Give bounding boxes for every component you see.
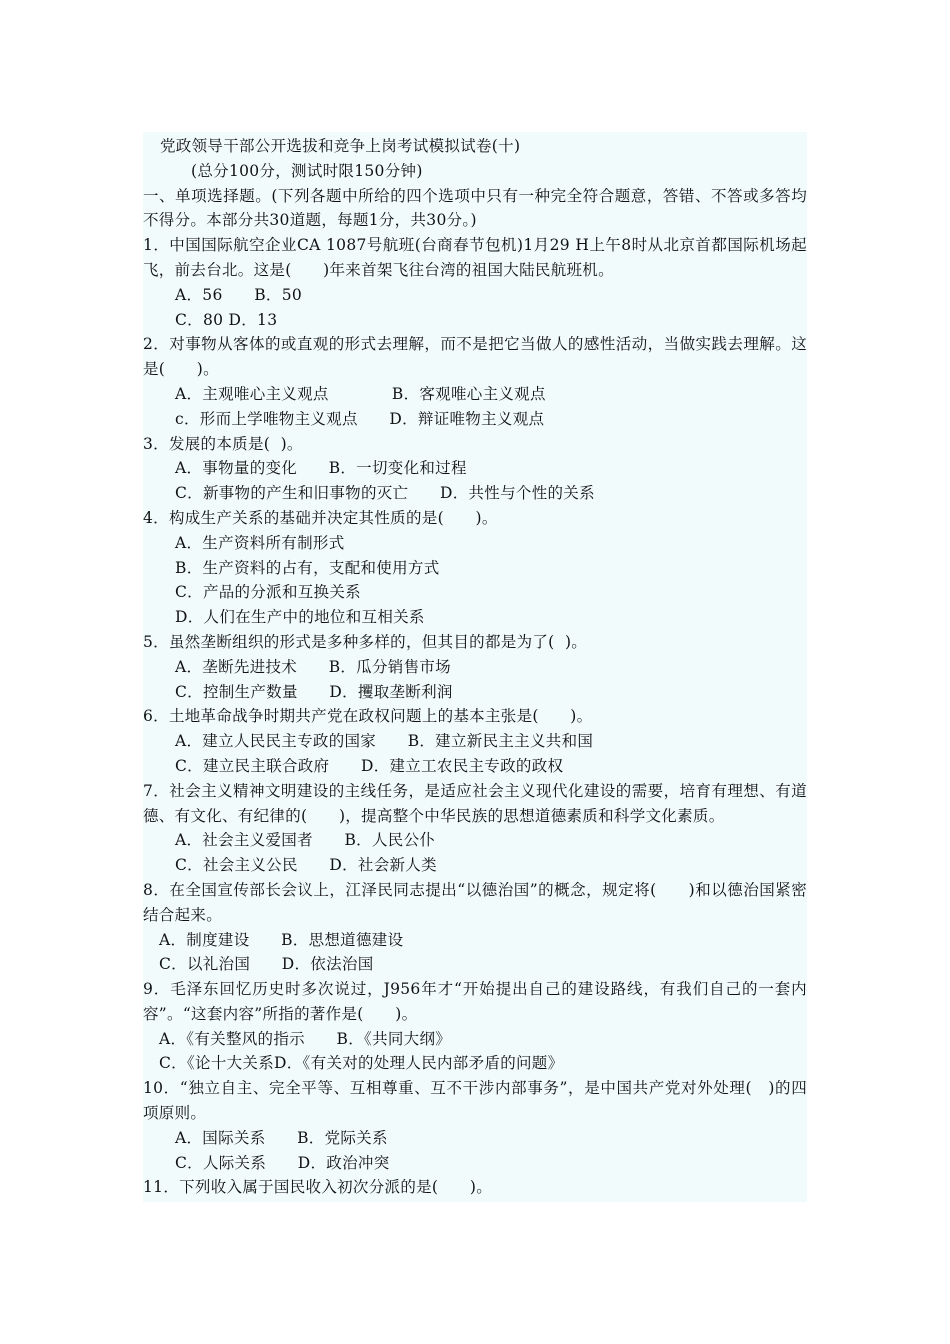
question-7-stem: 7．社会主义精神文明建设的主线任务，是适应社会主义现代化建设的需要，培育有理想、有道德、有文化、有纪律的( )，提高整个中华民族的思想道德素质和科学文化素质。 [143, 781, 807, 825]
question-9-options-row-2: C．《论十大关系D．《有关对的处理人民内部矛盾的问题》 [159, 1054, 564, 1073]
question-3-options-row-1: A．事物量的变化 B．一切变化和过程 [175, 459, 467, 478]
question-10-stem: 10．“独立自主、完全平等、互相尊重、互不干涉内部事务”，是中国共产党对外处理( )的四项原则。 [143, 1079, 807, 1123]
exam-title: 党政领导干部公开选拔和竞争上岗考试模拟试卷(十) [160, 137, 521, 155]
question-8-stem: 8．在全国宣传部长会议上，江泽民同志提出“以德治国”的概念，规定将( )和以德治国紧密结合起来。 [143, 880, 807, 924]
question-4-option-c: C．产品的分派和互换关系 [175, 583, 361, 602]
question-4-option-b: B．生产资料的占有，支配和使用方式 [175, 558, 440, 577]
exam-subtitle: (总分100分，测试时限150分钟) [191, 161, 423, 180]
question-3-stem: 3．发展的本质是( )。 [143, 434, 303, 453]
question-4-option-d: D．人们在生产中的地位和互相关系 [175, 608, 425, 627]
question-8-options-row-1: A．制度建设 B．思想道德建设 [159, 930, 404, 949]
question-10-options-row-2: C．人际关系 D．政治冲突 [175, 1153, 390, 1172]
question-6-stem: 6．土地革命战争时期共产党在政权问题上的基本主张是( )。 [143, 707, 593, 726]
question-5-options-row-1: A．垄断先进技术 B．瓜分销售市场 [175, 657, 451, 676]
section-heading: 一、单项选择题。(下列各题中所给的四个选项中只有一种完全符合题意，答错、不答或多答均不得分。本部分共30道题，每题1分，共30分。) [143, 186, 807, 230]
question-4-option-a: A．生产资料所有制形式 [175, 533, 345, 552]
document-page [143, 132, 807, 1202]
question-11-stem: 11．下列收入属于国民收入初次分派的是( )。 [143, 1178, 493, 1197]
question-5-stem: 5．虽然垄断组织的形式是多种多样的，但其目的都是为了( )。 [143, 632, 588, 651]
question-9-options-row-1: A．《有关整风的指示 B．《共同大纲》 [159, 1029, 452, 1048]
question-1-options-row-2: C．80 D．13 [175, 310, 278, 329]
question-10-options-row-1: A．国际关系 B．党际关系 [175, 1128, 388, 1147]
question-3-options-row-2: C．新事物的产生和旧事物的灭亡 D．共性与个性的关系 [175, 484, 595, 503]
question-2-stem: 2．对事物从客体的或直观的形式去理解，而不是把它当做人的感性活动，当做实践去理解。这是( )。 [143, 335, 807, 379]
question-6-options-row-1: A．建立人民民主专政的国家 B．建立新民主主义共和国 [175, 732, 594, 751]
question-2-options-row-1: A．主观唯心主义观点 B．客观唯心主义观点 [175, 384, 546, 403]
question-6-options-row-2: C．建立民主联合政府 D．建立工农民主专政的政权 [175, 756, 564, 775]
question-9-stem: 9．毛泽东回忆历史时多次说过，J956年才“开始提出自己的建设路线，有我们自己的一套内容”。“这套内容”所指的著作是( )。 [143, 980, 807, 1023]
question-2-options-row-2: c．形而上学唯物主义观点 D．辩证唯物主义观点 [175, 409, 545, 428]
question-7-options-row-1: A．社会主义爱国者 B．人民公仆 [175, 831, 436, 850]
question-1-stem: 1．中国国际航空企业CA 1087号航班(台商春节包机)1月29 H上午8时从北京首都国际机场起飞，前去台北。这是( )年来首架飞往台湾的祖国大陆民航班机。 [143, 236, 807, 279]
question-5-options-row-2: C．控制生产数量 D．攫取垄断利润 [175, 682, 453, 701]
question-4-stem: 4．构成生产关系的基础并决定其性质的是( )。 [143, 508, 498, 527]
question-7-options-row-2: C．社会主义公民 D．社会新人类 [175, 856, 437, 875]
question-1-options-row-1: A．56 B．50 [175, 285, 303, 304]
question-8-options-row-2: C．以礼治国 D．依法治国 [159, 955, 374, 974]
